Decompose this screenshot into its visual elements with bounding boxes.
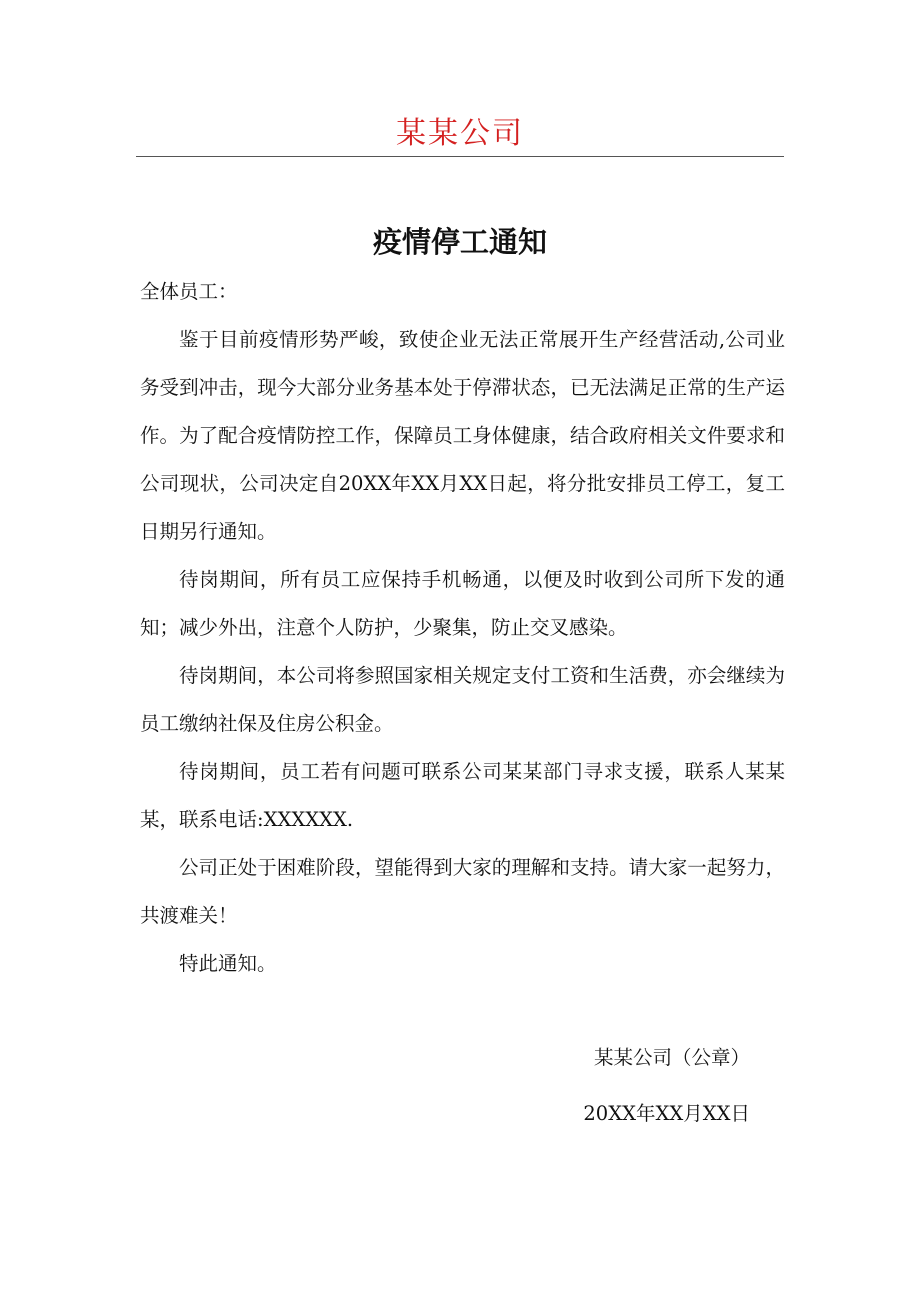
paragraph-wages: 待岗期间，本公司将参照国家相关规定支付工资和生活费，亦会继续为员工缴纳社保及住房公积金。: [140, 664, 785, 735]
paragraph-suspension: 鉴于目前疫情形势严峻，致使企业无法正常展开生产经营活动,公司业务受到冲击，现今大部分业务基本处于停滞状态，已无法满足正常的生产运作。为了配合疫情防控工作，保障员工身体健康，结合政府相关文件要求和公司现状，公司决定自20XX年XX月XX日起，将分批安排员工停工，复工日期另行通知。: [140, 328, 785, 543]
issue-date: 20XX年XX月XX日: [583, 1102, 750, 1125]
notice-body: [140, 268, 785, 988]
paragraph-phone-protection: 待岗期间，所有员工应保持手机畅通，以便及时收到公司所下发的通知；减少外出，注意个人防护，少聚集，防止交叉感染。: [140, 568, 785, 639]
company-header: 某某公司: [396, 116, 524, 151]
paragraph-encouragement: 公司正处于困难阶段，望能得到大家的理解和支持。请大家一起努力，共渡难关！: [140, 856, 785, 927]
signature-block: [540, 1030, 790, 1142]
paragraph-closing: 特此通知。: [179, 952, 277, 975]
notice-title: 疫情停工通知: [372, 225, 547, 259]
paragraph-contact: 待岗期间，员工若有问题可联系公司某某部门寻求支援，联系人某某某，联系电话:XXXXXX.: [140, 760, 785, 831]
salutation: 全体员工：: [140, 280, 238, 303]
header-divider: [136, 156, 784, 157]
issuer-seal: 某某公司（公章）: [593, 1046, 750, 1069]
